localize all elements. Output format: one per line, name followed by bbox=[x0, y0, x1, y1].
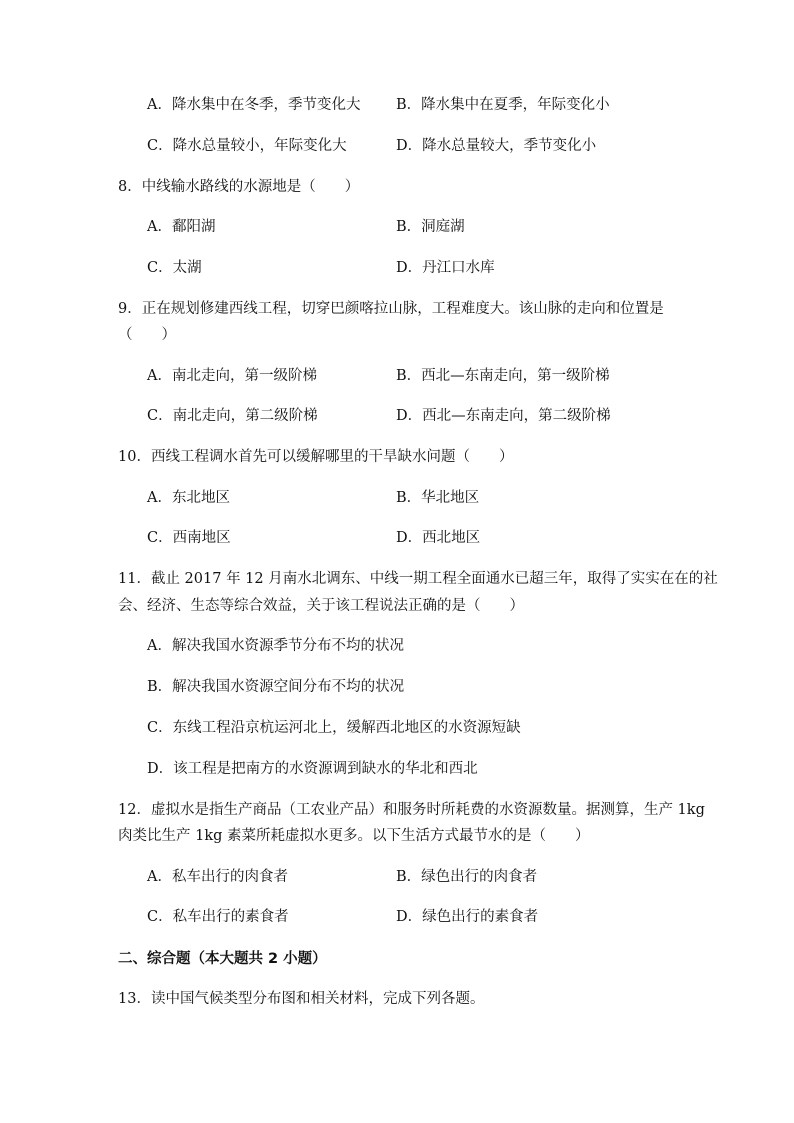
q10-stem: 10．西线工程调水首先可以缓解哪里的干旱缺水问题（ ） bbox=[118, 449, 514, 465]
q8-option-c: C．太湖 bbox=[147, 260, 202, 276]
q10-option-a: A．东北地区 bbox=[147, 490, 230, 506]
q9-option-c: C．南北走向，第二级阶梯 bbox=[147, 408, 318, 424]
q11-option-a: A．解决我国水资源季节分布不均的状况 bbox=[147, 638, 404, 654]
q10-option-b: B．华北地区 bbox=[396, 490, 480, 506]
section-heading: 二、综合题（本大题共 2 小题） bbox=[118, 951, 327, 967]
q10-option-c: C．西南地区 bbox=[147, 530, 231, 546]
q11-option-b: B．解决我国水资源空间分布不均的状况 bbox=[147, 679, 405, 695]
q11-stem-line2: 会、经济、生态等综合效益，关于该工程说法正确的是（ ） bbox=[118, 598, 524, 614]
q8-option-b: B．洞庭湖 bbox=[396, 219, 465, 235]
q12-option-a: A．私车出行的肉食者 bbox=[147, 869, 288, 885]
q9-option-d: D．西北—东南走向，第二级阶梯 bbox=[396, 408, 611, 424]
q9-option-b: B．西北—东南走向，第一级阶梯 bbox=[396, 368, 610, 384]
q7-option-c: C．降水总量较小，年际变化大 bbox=[147, 138, 347, 154]
q12-option-b: B．绿色出行的肉食者 bbox=[396, 869, 538, 885]
q12-option-d: D．绿色出行的素食者 bbox=[396, 909, 539, 925]
q11-option-c: C．东线工程沿京杭运河北上，缓解西北地区的水资源短缺 bbox=[147, 720, 521, 736]
q9-stem-line1: 9．正在规划修建西线工程，切穿巴颜喀拉山脉，工程难度大。该山脉的走向和位置是 bbox=[118, 301, 664, 317]
q7-option-a: A．降水集中在冬季，季节变化大 bbox=[147, 97, 361, 113]
q11-option-d: D．该工程是把南方的水资源调到缺水的华北和西北 bbox=[147, 761, 478, 777]
q8-option-d: D．丹江口水库 bbox=[396, 260, 495, 276]
q8-stem: 8．中线输水路线的水源地是（ ） bbox=[118, 179, 360, 195]
q7-option-d: D．降水总量较大，季节变化小 bbox=[396, 138, 597, 154]
q7-option-b: B．降水集中在夏季，年际变化小 bbox=[396, 97, 610, 113]
q12-stem-line2: 肉类比生产 1kg 素菜所耗虚拟水更多。以下生活方式最节水的是（ ） bbox=[118, 828, 590, 844]
q8-option-a: A．鄱阳湖 bbox=[147, 219, 216, 235]
q12-stem-line1: 12．虚拟水是指生产商品（工农业产品）和服务时所耗费的水资源数量。据测算，生产 1kg bbox=[118, 802, 705, 818]
q13-stem: 13．读中国气候类型分布图和相关材料，完成下列各题。 bbox=[118, 991, 485, 1007]
q12-option-c: C．私车出行的素食者 bbox=[147, 909, 289, 925]
q11-stem-line1: 11．截止 2017 年 12 月南水北调东、中线一期工程全面通水已超三年，取得了实实在在的社 bbox=[118, 571, 718, 587]
q9-option-a: A．南北走向，第一级阶梯 bbox=[147, 368, 317, 384]
q9-stem-line2: （ ） bbox=[118, 327, 176, 343]
q10-option-d: D．西北地区 bbox=[396, 530, 481, 546]
